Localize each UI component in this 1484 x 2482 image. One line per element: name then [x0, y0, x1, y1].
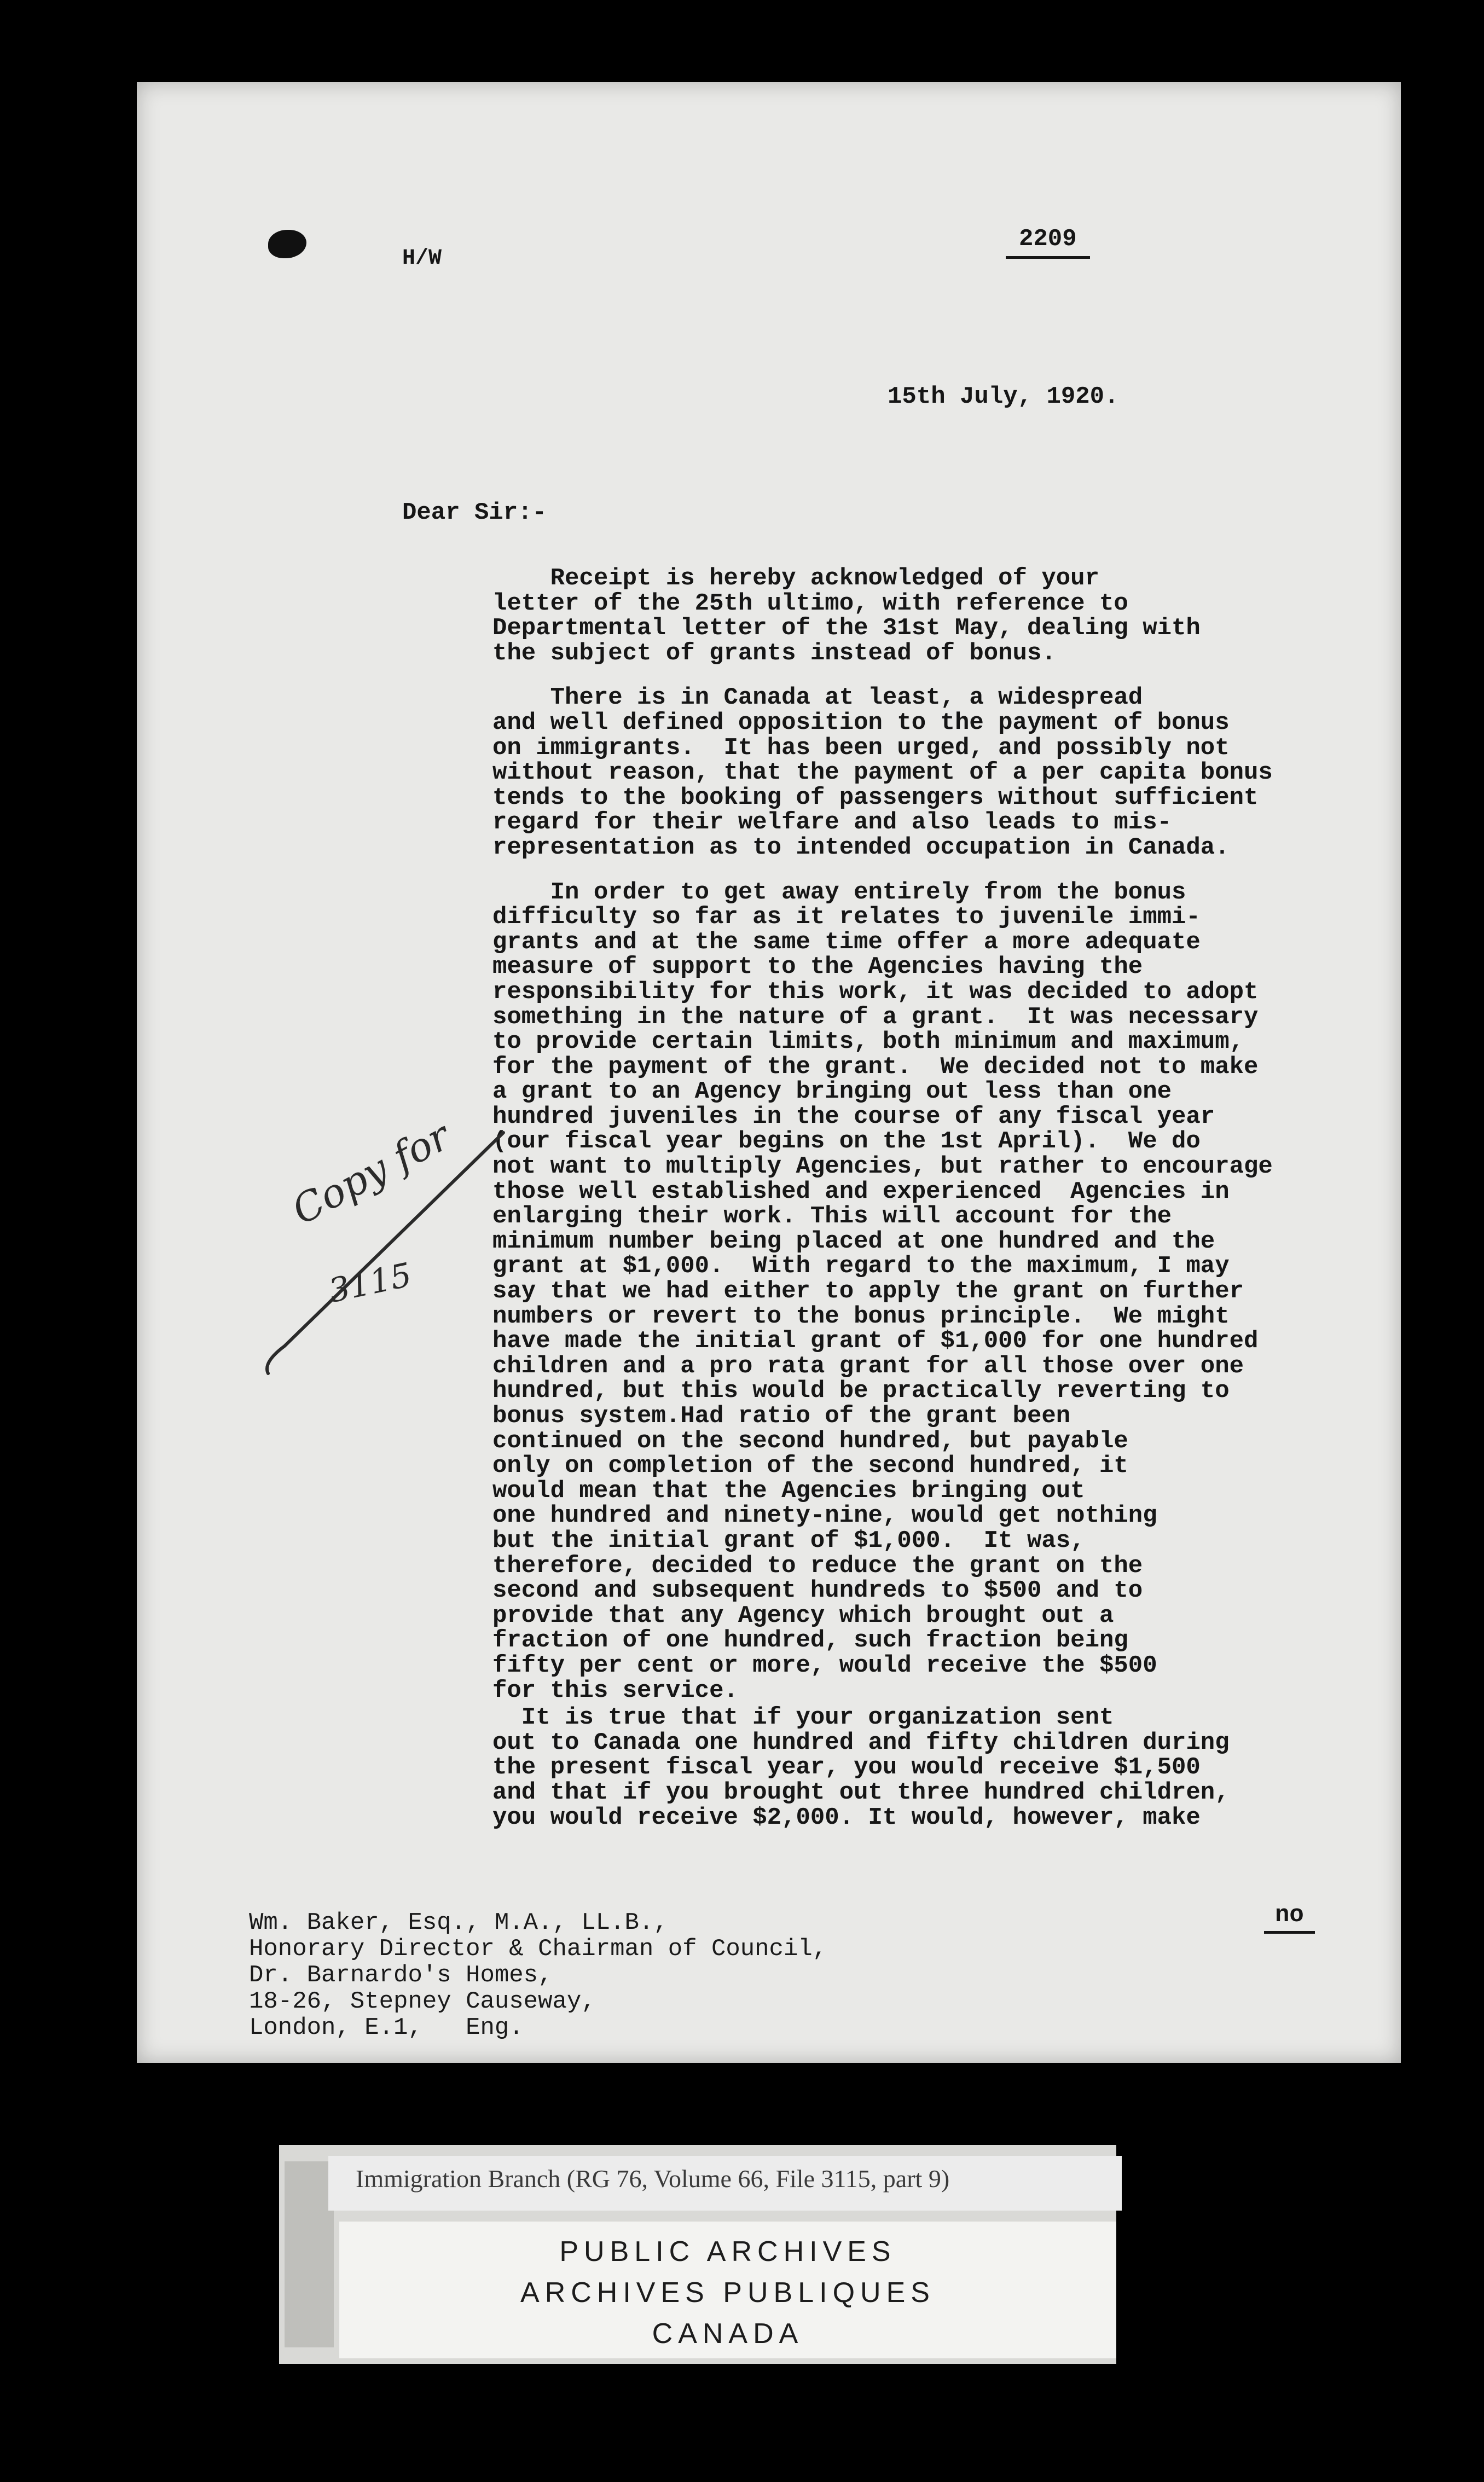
body-line: something in the nature of a grant. It was necessary	[492, 1003, 1259, 1031]
body-line: children and a pro rata grant for all those over one	[492, 1352, 1244, 1380]
salutation: Dear Sir:-	[402, 499, 547, 526]
initials: H/W	[402, 246, 442, 271]
handwritten-annotation	[246, 1056, 531, 1384]
body-line: hundred juveniles in the course of any fiscal year	[492, 1103, 1215, 1130]
address-line: Honorary Director & Chairman of Council,	[249, 1935, 827, 1963]
body-line: There is in Canada at least, a widespread	[492, 684, 1143, 712]
body-line: grant at $1,000. With regard to the maximum, I may	[492, 1252, 1230, 1280]
body-line: grants and at the same time offer a more adequate	[492, 928, 1201, 956]
recipient-address	[249, 1910, 827, 2041]
body-line: for the payment of the grant. We decided not to make	[492, 1053, 1259, 1081]
body-line: In order to get away entirely from the bonus	[492, 878, 1186, 906]
body-line: (our fiscal year begins on the 1st April). We do	[492, 1128, 1201, 1156]
archive-label-edge	[285, 2161, 334, 2347]
paragraph-1	[492, 566, 1273, 666]
body-line: bonus system.Had ratio of the grant been	[492, 1402, 1071, 1430]
body-line: Receipt is hereby acknowledged of your	[492, 565, 1099, 592]
stamp-line-french: ARCHIVES PUBLIQUES	[520, 2277, 935, 2309]
body-line: on immigrants. It has been urged, and possibly not	[492, 734, 1230, 762]
body-line: Departmental letter of the 31st May, dealing with	[492, 614, 1201, 642]
body-line: and that if you brought out three hundred children,	[492, 1778, 1230, 1806]
body-line: representation as to intended occupation in Canada.	[492, 833, 1230, 861]
address-line: Dr. Barnardo's Homes,	[249, 1962, 553, 1989]
letter-date: 15th July, 1920.	[888, 383, 1119, 410]
handwritten-stroke	[246, 1056, 531, 1384]
continuation-word: no	[1264, 1901, 1315, 1934]
body-line: measure of support to the Agencies having the	[492, 953, 1143, 981]
body-line: to provide certain limits, both minimum and maximum,	[492, 1028, 1244, 1056]
handwritten-file-number: 3115	[325, 1255, 415, 1311]
body-line: for this service.	[492, 1677, 738, 1704]
address-line: Wm. Baker, Esq., M.A., LL.B.,	[249, 1909, 668, 1936]
body-line: one hundred and ninety-nine, would get nothing	[492, 1502, 1157, 1530]
paragraph-2	[492, 686, 1273, 860]
body-line: out to Canada one hundred and fifty children during	[492, 1729, 1230, 1756]
paragraph-3	[492, 880, 1273, 1704]
stamp-line-english: PUBLIC ARCHIVES	[559, 2236, 896, 2268]
body-line: numbers or revert to the bonus principle. We might	[492, 1302, 1230, 1330]
body-line: you would receive $2,000. It would, however, make	[492, 1803, 1201, 1831]
ink-blot	[268, 230, 306, 258]
body-line: those well established and experienced Agencies in	[492, 1178, 1230, 1205]
body-line: have made the initial grant of $1,000 for one hundred	[492, 1327, 1259, 1355]
body-line: but the initial grant of $1,000. It was,	[492, 1527, 1085, 1555]
body-line: tends to the booking of passengers without sufficient	[492, 784, 1259, 811]
address-line: London, E.1, Eng.	[249, 2014, 524, 2042]
body-line: not want to multiply Agencies, but rather to encourage	[492, 1153, 1273, 1181]
body-line: the subject of grants instead of bonus.	[492, 639, 1056, 667]
body-line: provide that any Agency which brought out a	[492, 1602, 1114, 1629]
body-line: the present fiscal year, you would receive $1,500	[492, 1754, 1201, 1782]
body-line: and well defined opposition to the payment of bonus	[492, 709, 1230, 737]
body-line: without reason, that the payment of a per capita bonus	[492, 759, 1273, 787]
letter-body	[492, 566, 1273, 1850]
body-line: a grant to an Agency bringing out less than one	[492, 1078, 1172, 1106]
body-line: say that we had either to apply the grant on further	[492, 1278, 1244, 1306]
address-line: 18-26, Stepney Causeway,	[249, 1988, 596, 2015]
handwritten-copy-for: Copy for	[285, 1112, 457, 1234]
body-line: regard for their welfare and also leads to mis-	[492, 809, 1172, 837]
body-line: second and subsequent hundreds to $500 and to	[492, 1577, 1143, 1605]
body-line: only on completion of the second hundred, it	[492, 1452, 1128, 1480]
body-line: minimum number being placed at one hundred and the	[492, 1227, 1215, 1255]
paragraph-4	[492, 1706, 1273, 1830]
body-line: enlarging their work. This will account for the	[492, 1203, 1172, 1231]
body-line: fraction of one hundred, such fraction being	[492, 1627, 1128, 1655]
letter-page	[137, 82, 1401, 2063]
body-line: responsibility for this work, it was decided to adopt	[492, 978, 1259, 1006]
file-number: 2209	[1006, 225, 1090, 259]
body-line: fifty per cent or more, would receive the $500	[492, 1651, 1157, 1679]
body-line: It is true that if your organization sent	[492, 1704, 1114, 1732]
body-line: difficulty so far as it relates to juvenile immi-	[492, 903, 1201, 931]
body-line: therefore, decided to reduce the grant on the	[492, 1552, 1143, 1580]
body-line: would mean that the Agencies bringing out	[492, 1477, 1085, 1505]
body-line: letter of the 25th ultimo, with reference to	[492, 589, 1128, 617]
archive-reference: Immigration Branch (RG 76, Volume 66, File 3115, part 9)	[356, 2165, 950, 2193]
body-line: continued on the second hundred, but payable	[492, 1427, 1128, 1455]
stamp-line-country: CANADA	[652, 2318, 804, 2350]
body-line: hundred, but this would be practically reverting to	[492, 1377, 1230, 1405]
